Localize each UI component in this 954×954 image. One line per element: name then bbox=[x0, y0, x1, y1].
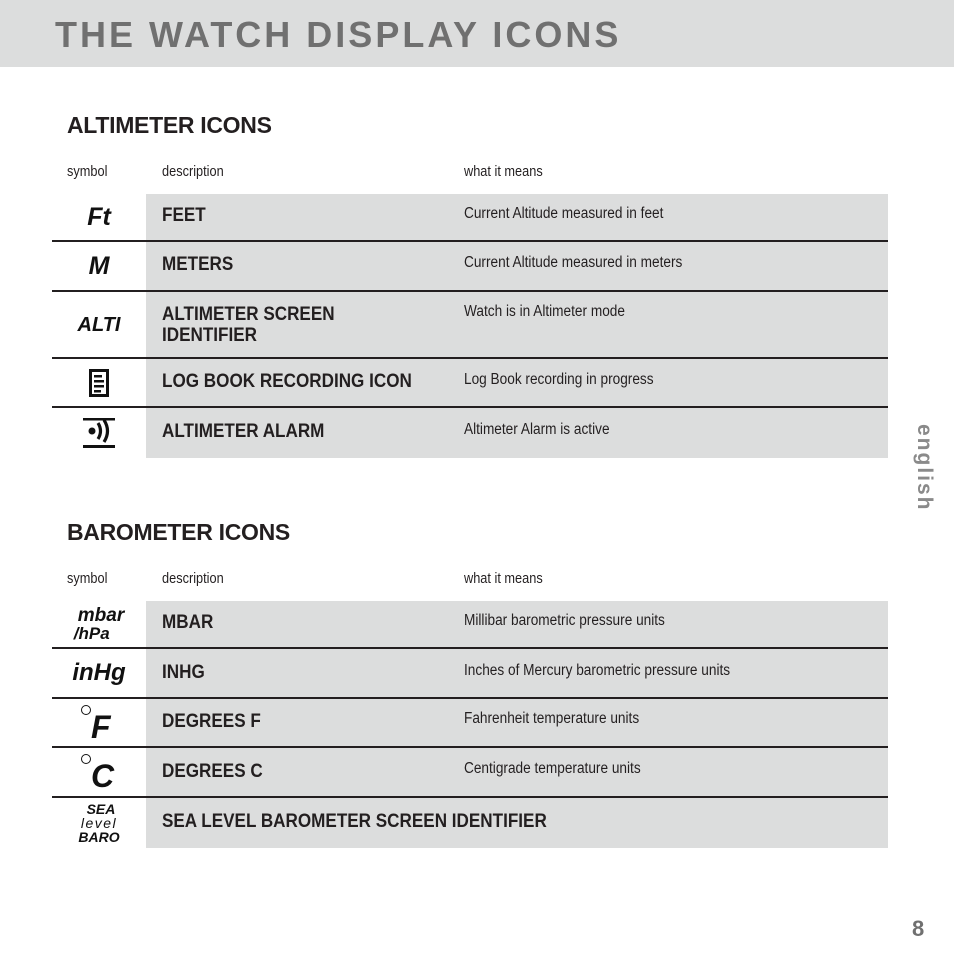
row-meaning: Current Altitude measured in feet bbox=[464, 205, 664, 222]
degrees-f-icon: F bbox=[52, 699, 146, 746]
row-description: MBAR bbox=[162, 612, 214, 633]
degree-circle-icon bbox=[81, 705, 91, 715]
row-description: METERS bbox=[162, 254, 234, 275]
row-description-line2: IDENTIFIER bbox=[162, 325, 258, 346]
sea-level-baro-icon: SEA level BARO bbox=[78, 801, 120, 845]
row-description: ALTIMETER SCREEN bbox=[162, 304, 335, 325]
row-description: INHG bbox=[162, 662, 205, 683]
table-row bbox=[52, 359, 888, 408]
altimeter-heading: ALTIMETER ICONS bbox=[67, 112, 272, 138]
degrees-c-icon: C bbox=[52, 748, 146, 796]
col-description-header: description bbox=[162, 571, 224, 587]
row-description: DEGREES F bbox=[162, 711, 261, 732]
table-row bbox=[52, 242, 888, 292]
table-row bbox=[52, 649, 888, 699]
language-tab bbox=[912, 424, 940, 524]
title-banner bbox=[0, 0, 954, 67]
row-meaning: Current Altitude measured in meters bbox=[464, 254, 683, 271]
row-description: SEA LEVEL BAROMETER SCREEN IDENTIFIER bbox=[162, 811, 547, 832]
col-description-header: description bbox=[162, 164, 224, 180]
col-meaning-header: what it means bbox=[464, 164, 543, 180]
table-row bbox=[52, 292, 888, 359]
table-row bbox=[52, 748, 888, 798]
row-meaning: Altimeter Alarm is active bbox=[464, 421, 610, 438]
col-meaning-header: what it means bbox=[464, 571, 543, 587]
row-description: DEGREES C bbox=[162, 761, 263, 782]
alti-icon: ALTI bbox=[77, 313, 121, 336]
page-number: 8 bbox=[912, 916, 925, 941]
row-meaning: Log Book recording in progress bbox=[464, 371, 654, 388]
table-row bbox=[52, 601, 888, 649]
row-meaning: Watch is in Altimeter mode bbox=[464, 303, 625, 320]
ft-icon: Ft bbox=[87, 202, 111, 231]
m-icon: M bbox=[88, 251, 110, 280]
row-meaning: Fahrenheit temperature units bbox=[464, 710, 640, 727]
row-description: ALTIMETER ALARM bbox=[162, 421, 325, 442]
log-book-icon bbox=[52, 359, 146, 406]
table-row bbox=[52, 798, 888, 848]
col-symbol-header: symbol bbox=[67, 164, 108, 180]
table-row bbox=[52, 699, 888, 748]
inhg-icon: inHg bbox=[72, 659, 126, 686]
altimeter-table bbox=[52, 194, 888, 458]
degree-circle-icon bbox=[81, 754, 91, 764]
row-meaning: Millibar barometric pressure units bbox=[464, 612, 665, 629]
row-description: FEET bbox=[162, 205, 206, 226]
row-description: LOG BOOK RECORDING ICON bbox=[162, 371, 412, 392]
alarm-icon bbox=[52, 408, 146, 458]
row-meaning: Inches of Mercury barometric pressure units bbox=[464, 662, 731, 679]
row-meaning: Centigrade temperature units bbox=[464, 760, 641, 777]
language-label: english bbox=[913, 424, 936, 512]
table-row bbox=[52, 194, 888, 242]
barometer-table bbox=[52, 601, 888, 848]
mbar-hpa-icon: mbar /hPa bbox=[73, 605, 125, 643]
table-row bbox=[52, 408, 888, 458]
page-title: THE WATCH DISPLAY ICONS bbox=[55, 14, 622, 55]
barometer-heading: BAROMETER ICONS bbox=[67, 519, 290, 545]
col-symbol-header: symbol bbox=[67, 571, 108, 587]
